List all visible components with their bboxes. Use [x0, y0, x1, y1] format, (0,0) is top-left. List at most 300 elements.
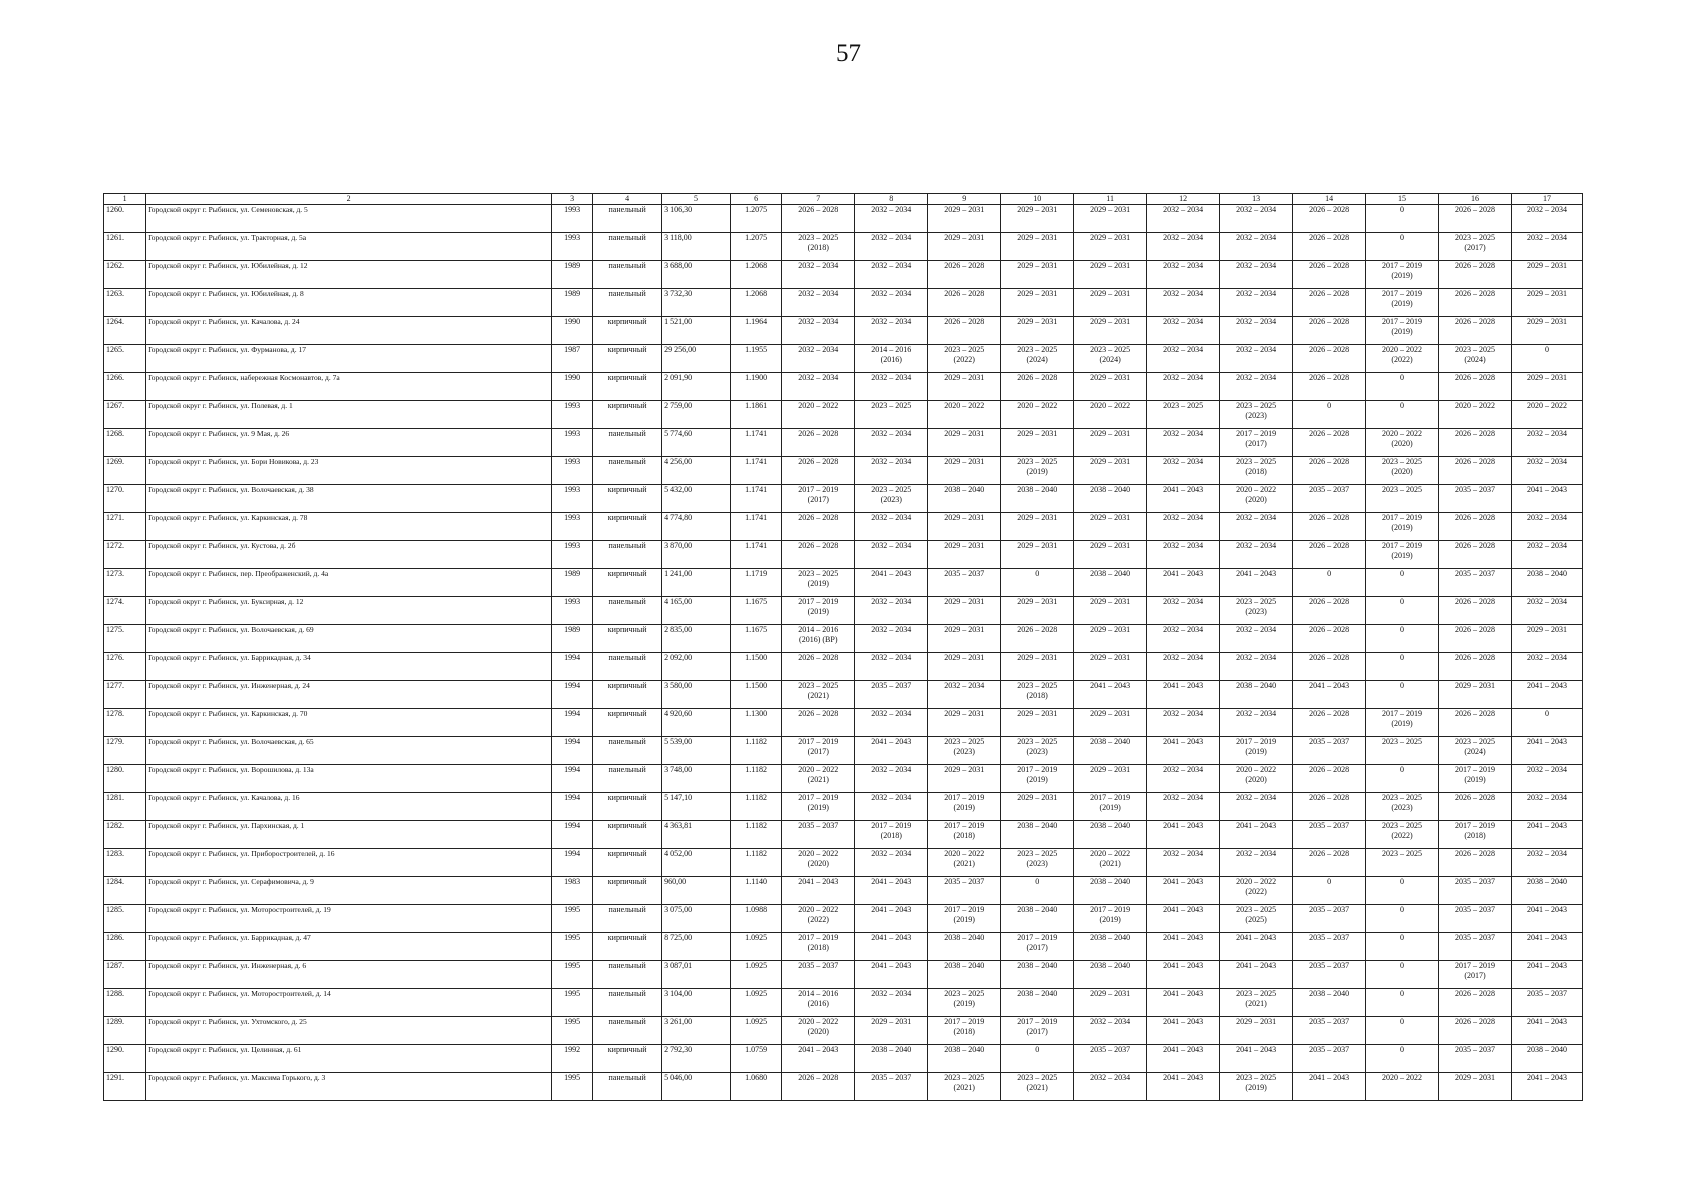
year-cell: 1995 [552, 989, 593, 1017]
row-number: 1260. [104, 205, 146, 233]
coefficient-cell: 1.0759 [730, 1045, 781, 1073]
period-cell-col-15 [1366, 877, 1439, 905]
period-cell-col-10 [1001, 737, 1074, 765]
table-row [104, 513, 1583, 541]
column-header-8: 8 [855, 194, 928, 205]
period-cell-col-9 [928, 485, 1001, 513]
period-cell-col-17 [1511, 233, 1582, 261]
period-cell-col-12 [1147, 345, 1220, 373]
area-cell: 5 432,00 [662, 485, 731, 513]
address-cell: Городской округ г. Рыбинск, ул. Приборостроителей, д. 16 [146, 849, 552, 877]
address-cell: Городской округ г. Рыбинск, ул. Тракторная, д. 5а [146, 233, 552, 261]
period-range: 2017 – 2019 [1455, 821, 1495, 830]
table-row [104, 849, 1583, 877]
period-cell-col-13 [1220, 625, 1293, 653]
period-range: 2032 – 2034 [1526, 849, 1567, 858]
period-cell-col-16 [1439, 737, 1512, 765]
period-range: 2023 – 2025 [1090, 345, 1131, 354]
address-cell: Городской округ г. Рыбинск, ул. Волочаевская, д. 65 [146, 737, 552, 765]
period-cell-col-11 [1074, 709, 1147, 737]
area-cell: 4 774,80 [662, 513, 731, 541]
period-cell-col-10 [1001, 401, 1074, 429]
period-cell-col-17 [1511, 989, 1582, 1017]
period-cell-col-15 [1366, 597, 1439, 625]
period-range: 2035 – 2037 [1309, 905, 1350, 914]
period-range: 2020 – 2022 [1090, 401, 1131, 410]
period-year-note: (2024) [1099, 355, 1121, 364]
period-range: 2032 – 2034 [871, 625, 912, 634]
period-cell-col-15 [1366, 905, 1439, 933]
area-cell: 5 774,60 [662, 429, 731, 457]
period-range: 2032 – 2034 [1526, 765, 1567, 774]
table-row [104, 429, 1583, 457]
period-cell-col-11 [1074, 681, 1147, 709]
period-range: 2026 – 2028 [1455, 597, 1495, 606]
period-range: 2023 – 2025 [1017, 457, 1058, 466]
area-cell: 29 256,00 [662, 345, 731, 373]
period-cell-col-11 [1074, 877, 1147, 905]
period-range: 2026 – 2028 [1309, 205, 1350, 214]
period-range: 2029 – 2031 [1017, 709, 1058, 718]
period-cell-col-17 [1511, 737, 1582, 765]
address-cell: Городской округ г. Рыбинск, набережная Космонавтов, д. 7а [146, 373, 552, 401]
period-cell-col-16 [1439, 989, 1512, 1017]
period-cell-col-11 [1074, 905, 1147, 933]
wall-material-cell: кирпичный [593, 933, 662, 961]
period-cell-col-15 [1366, 373, 1439, 401]
period-cell-col-12 [1147, 1073, 1220, 1101]
period-range: 0 [1400, 989, 1405, 998]
period-cell-col-8 [855, 905, 928, 933]
period-range: 2032 – 2034 [1163, 541, 1204, 550]
table-body [104, 205, 1583, 1101]
period-cell-col-14 [1293, 933, 1366, 961]
period-cell-col-17 [1511, 625, 1582, 653]
area-cell: 2 835,00 [662, 625, 731, 653]
period-cell-col-9 [928, 345, 1001, 373]
period-cell-col-16 [1439, 765, 1512, 793]
period-year-note: (2019) [953, 999, 975, 1008]
column-header-10: 10 [1001, 194, 1074, 205]
period-cell-col-11 [1074, 317, 1147, 345]
wall-material-cell: кирпичный [593, 709, 662, 737]
address-cell: Городской округ г. Рыбинск, ул. Целинная, д. 61 [146, 1045, 552, 1073]
wall-material-cell: панельный [593, 233, 662, 261]
period-cell-col-9 [928, 961, 1001, 989]
table-row [104, 485, 1583, 513]
period-cell-col-14 [1293, 513, 1366, 541]
period-range: 2026 – 2028 [1309, 541, 1350, 550]
period-range: 2032 – 2034 [944, 681, 985, 690]
period-cell-col-17 [1511, 513, 1582, 541]
period-range: 2041 – 2043 [1526, 485, 1567, 494]
period-cell-col-7 [782, 429, 855, 457]
period-cell-col-8 [855, 989, 928, 1017]
period-year-note: (2021) [953, 1083, 975, 1092]
period-range: 2023 – 2025 [1017, 681, 1058, 690]
period-range: 2035 – 2037 [1526, 989, 1567, 998]
period-range: 2032 – 2034 [1163, 597, 1204, 606]
period-range: 2026 – 2028 [944, 289, 985, 298]
period-year-note: (2019) [1391, 299, 1413, 308]
period-range: 2032 – 2034 [798, 373, 839, 382]
period-cell-col-16 [1439, 429, 1512, 457]
period-range: 2032 – 2034 [871, 793, 912, 802]
period-cell-col-15 [1366, 485, 1439, 513]
period-range: 2026 – 2028 [1309, 709, 1350, 718]
period-cell-col-17 [1511, 765, 1582, 793]
period-cell-col-7 [782, 933, 855, 961]
period-cell-col-12 [1147, 429, 1220, 457]
period-cell-col-13 [1220, 401, 1293, 429]
period-cell-col-7 [782, 1073, 855, 1101]
period-range: 2035 – 2037 [1309, 485, 1350, 494]
table-row [104, 765, 1583, 793]
area-cell: 1 241,00 [662, 569, 731, 597]
address-cell: Городской округ г. Рыбинск, ул. Кустова, д. 2б [146, 541, 552, 569]
period-cell-col-14 [1293, 1017, 1366, 1045]
period-range: 2023 – 2025 [1017, 849, 1058, 858]
period-range: 2020 – 2022 [1526, 401, 1567, 410]
period-range: 2035 – 2037 [798, 821, 839, 830]
period-cell-col-7 [782, 849, 855, 877]
period-cell-col-7 [782, 345, 855, 373]
period-range: 2032 – 2034 [1236, 205, 1277, 214]
column-header-4: 4 [593, 194, 662, 205]
period-range: 2032 – 2034 [1526, 513, 1567, 522]
period-cell-col-16 [1439, 289, 1512, 317]
period-year-note: (2018) [1464, 831, 1486, 840]
period-year-note: (2021) [807, 691, 829, 700]
period-cell-col-11 [1074, 345, 1147, 373]
period-range: 2026 – 2028 [1455, 849, 1495, 858]
period-cell-col-10 [1001, 261, 1074, 289]
coefficient-cell: 1.0988 [730, 905, 781, 933]
period-year-note: (2018) [880, 831, 902, 840]
year-cell: 1994 [552, 681, 593, 709]
period-range: 2032 – 2034 [1236, 793, 1277, 802]
period-cell-col-9 [928, 541, 1001, 569]
period-cell-col-17 [1511, 961, 1582, 989]
period-cell-col-13 [1220, 597, 1293, 625]
table-row [104, 989, 1583, 1017]
period-cell-col-9 [928, 569, 1001, 597]
period-range: 2032 – 2034 [871, 457, 912, 466]
period-cell-col-10 [1001, 877, 1074, 905]
period-cell-col-8 [855, 233, 928, 261]
period-cell-col-14 [1293, 681, 1366, 709]
period-cell-col-15 [1366, 513, 1439, 541]
period-range: 2029 – 2031 [1090, 597, 1131, 606]
period-cell-col-14 [1293, 317, 1366, 345]
period-cell-col-9 [928, 933, 1001, 961]
period-cell-col-12 [1147, 737, 1220, 765]
period-range: 2041 – 2043 [1526, 681, 1567, 690]
period-year-note: (2023) [1391, 803, 1413, 812]
row-number: 1285. [104, 905, 146, 933]
address-cell: Городской округ г. Рыбинск, ул. Моторостроителей, д. 19 [146, 905, 552, 933]
period-range: 0 [1400, 877, 1405, 886]
period-year-note: (2017) [1245, 439, 1267, 448]
period-cell-col-16 [1439, 317, 1512, 345]
period-range: 2023 – 2025 [798, 569, 839, 578]
period-range: 2035 – 2037 [1309, 1017, 1350, 1026]
wall-material-cell: панельный [593, 541, 662, 569]
period-range: 2017 – 2019 [1382, 541, 1423, 550]
period-range: 2041 – 2043 [1163, 1045, 1204, 1054]
table-header [104, 194, 1583, 205]
period-range: 2041 – 2043 [1163, 569, 1204, 578]
period-range: 2041 – 2043 [1526, 737, 1567, 746]
area-cell: 5 147,10 [662, 793, 731, 821]
period-cell-col-8 [855, 961, 928, 989]
period-year-note: (2018) [807, 243, 829, 252]
period-range: 2026 – 2028 [1455, 261, 1495, 270]
period-cell-col-12 [1147, 681, 1220, 709]
period-range: 2017 – 2019 [1455, 961, 1495, 970]
period-range: 2023 – 2025 [1236, 1073, 1277, 1082]
period-year-note: (2019) [807, 803, 829, 812]
period-range: 2020 – 2022 [1236, 765, 1277, 774]
period-cell-col-17 [1511, 261, 1582, 289]
period-range: 2041 – 2043 [798, 1045, 839, 1054]
period-cell-col-10 [1001, 1017, 1074, 1045]
period-range: 2041 – 2043 [1309, 1073, 1350, 1082]
row-number: 1278. [104, 709, 146, 737]
period-cell-col-10 [1001, 821, 1074, 849]
period-range: 2038 – 2040 [1017, 989, 1058, 998]
period-cell-col-15 [1366, 933, 1439, 961]
area-cell: 4 256,00 [662, 457, 731, 485]
year-cell: 1995 [552, 933, 593, 961]
table-row [104, 961, 1583, 989]
period-range: 2029 – 2031 [1455, 1073, 1495, 1082]
period-range: 2020 – 2022 [798, 905, 839, 914]
period-cell-col-15 [1366, 317, 1439, 345]
period-cell-col-8 [855, 681, 928, 709]
row-number: 1291. [104, 1073, 146, 1101]
period-range: 2017 – 2019 [1017, 765, 1058, 774]
period-cell-col-17 [1511, 849, 1582, 877]
period-cell-col-15 [1366, 653, 1439, 681]
period-range: 2041 – 2043 [1526, 933, 1567, 942]
period-cell-col-11 [1074, 1073, 1147, 1101]
period-cell-col-16 [1439, 401, 1512, 429]
period-range: 2029 – 2031 [1090, 709, 1131, 718]
period-range: 2041 – 2043 [1309, 681, 1350, 690]
period-range: 2038 – 2040 [1309, 989, 1350, 998]
period-range: 2029 – 2031 [1090, 625, 1131, 634]
period-year-note: (2019) [1026, 775, 1048, 784]
period-range: 2017 – 2019 [944, 821, 985, 830]
period-range: 2026 – 2028 [798, 541, 839, 550]
period-cell-col-17 [1511, 933, 1582, 961]
period-cell-col-9 [928, 625, 1001, 653]
period-cell-col-16 [1439, 933, 1512, 961]
period-cell-col-16 [1439, 233, 1512, 261]
period-cell-col-9 [928, 261, 1001, 289]
period-range: 2017 – 2019 [1382, 513, 1423, 522]
period-range: 2041 – 2043 [871, 737, 912, 746]
period-range: 2026 – 2028 [1455, 373, 1495, 382]
period-range: 2032 – 2034 [1163, 849, 1204, 858]
period-year-note: (2021) [953, 859, 975, 868]
period-range: 2029 – 2031 [1017, 205, 1058, 214]
period-range: 0 [1400, 905, 1405, 914]
period-year-note: (2019) [1099, 803, 1121, 812]
period-cell-col-12 [1147, 373, 1220, 401]
coefficient-cell: 1.0925 [730, 933, 781, 961]
wall-material-cell: кирпичный [593, 625, 662, 653]
period-range: 2026 – 2028 [1455, 513, 1495, 522]
period-range: 2020 – 2022 [1382, 429, 1423, 438]
period-cell-col-12 [1147, 653, 1220, 681]
row-number: 1261. [104, 233, 146, 261]
period-range: 2041 – 2043 [871, 961, 912, 970]
period-range: 0 [1035, 569, 1040, 578]
period-range: 2026 – 2028 [1455, 625, 1495, 634]
period-cell-col-7 [782, 485, 855, 513]
period-range: 2029 – 2031 [1236, 1017, 1277, 1026]
period-cell-col-10 [1001, 765, 1074, 793]
period-cell-col-9 [928, 205, 1001, 233]
period-range: 2032 – 2034 [1526, 597, 1567, 606]
period-range: 2029 – 2031 [1090, 205, 1131, 214]
period-year-note: (2020) [807, 859, 829, 868]
period-range: 2038 – 2040 [871, 1045, 912, 1054]
period-year-note: (2020) [807, 1027, 829, 1036]
address-cell: Городской округ г. Рыбинск, ул. Каркинская, д. 78 [146, 513, 552, 541]
period-cell-col-7 [782, 205, 855, 233]
period-year-note: (2019) [1026, 467, 1048, 476]
period-range: 2017 – 2019 [798, 793, 839, 802]
period-range: 2017 – 2019 [1017, 933, 1058, 942]
period-cell-col-8 [855, 709, 928, 737]
period-cell-col-11 [1074, 569, 1147, 597]
column-header-13: 13 [1220, 194, 1293, 205]
period-range: 2032 – 2034 [1526, 653, 1567, 662]
period-range: 2038 – 2040 [1090, 961, 1131, 970]
period-cell-col-9 [928, 821, 1001, 849]
period-range: 2032 – 2034 [871, 513, 912, 522]
period-range: 2029 – 2031 [1526, 625, 1567, 634]
period-range: 2032 – 2034 [1163, 289, 1204, 298]
period-range: 2029 – 2031 [1090, 289, 1131, 298]
period-cell-col-7 [782, 681, 855, 709]
row-number: 1272. [104, 541, 146, 569]
wall-material-cell: панельный [593, 261, 662, 289]
period-cell-col-8 [855, 737, 928, 765]
period-cell-col-13 [1220, 877, 1293, 905]
period-range: 2023 – 2025 [798, 233, 839, 242]
period-range: 2035 – 2037 [1455, 877, 1495, 886]
period-range: 2020 – 2022 [1382, 345, 1423, 354]
period-range: 2029 – 2031 [944, 709, 985, 718]
year-cell: 1994 [552, 709, 593, 737]
period-range: 2038 – 2040 [1090, 485, 1131, 494]
coefficient-cell: 1.1964 [730, 317, 781, 345]
period-cell-col-12 [1147, 317, 1220, 345]
period-range: 2023 – 2025 [1455, 345, 1495, 354]
period-range: 2032 – 2034 [1163, 345, 1204, 354]
period-year-note: (2017) [807, 747, 829, 756]
period-cell-col-7 [782, 765, 855, 793]
table-row [104, 933, 1583, 961]
period-cell-col-14 [1293, 1045, 1366, 1073]
column-header-2: 2 [146, 194, 552, 205]
period-cell-col-12 [1147, 205, 1220, 233]
table-row [104, 877, 1583, 905]
area-cell: 4 165,00 [662, 597, 731, 625]
period-year-note: (2020) [1391, 439, 1413, 448]
period-cell-col-7 [782, 457, 855, 485]
period-cell-col-16 [1439, 597, 1512, 625]
year-cell: 1990 [552, 317, 593, 345]
period-cell-col-17 [1511, 1073, 1582, 1101]
period-cell-col-12 [1147, 905, 1220, 933]
period-cell-col-16 [1439, 513, 1512, 541]
period-cell-col-17 [1511, 457, 1582, 485]
wall-material-cell: кирпичный [593, 877, 662, 905]
area-cell: 2 759,00 [662, 401, 731, 429]
row-number: 1277. [104, 681, 146, 709]
period-range: 2032 – 2034 [1163, 513, 1204, 522]
period-cell-col-17 [1511, 317, 1582, 345]
coefficient-cell: 1.2068 [730, 261, 781, 289]
period-range: 0 [1400, 401, 1405, 410]
table-row [104, 737, 1583, 765]
period-year-note: (2018) [1245, 467, 1267, 476]
period-range: 2029 – 2031 [944, 653, 985, 662]
period-range: 2017 – 2019 [798, 737, 839, 746]
period-range: 2020 – 2022 [1236, 877, 1277, 886]
period-range: 2029 – 2031 [1526, 289, 1567, 298]
period-range: 0 [1400, 961, 1405, 970]
period-year-note: (2019) [1464, 775, 1486, 784]
period-cell-col-14 [1293, 653, 1366, 681]
coefficient-cell: 1.1182 [730, 737, 781, 765]
period-range: 2032 – 2034 [1526, 429, 1567, 438]
period-cell-col-16 [1439, 905, 1512, 933]
period-cell-col-7 [782, 709, 855, 737]
period-range: 2041 – 2043 [1526, 905, 1567, 914]
table-row [104, 1073, 1583, 1101]
period-year-note: (2021) [807, 775, 829, 784]
address-cell: Городской округ г. Рыбинск, ул. Волочаевская, д. 38 [146, 485, 552, 513]
period-range: 2029 – 2031 [944, 233, 985, 242]
row-number: 1273. [104, 569, 146, 597]
period-range: 2014 – 2016 [798, 625, 839, 634]
period-cell-col-9 [928, 457, 1001, 485]
wall-material-cell: панельный [593, 765, 662, 793]
period-range: 2029 – 2031 [1090, 317, 1131, 326]
row-number: 1289. [104, 1017, 146, 1045]
period-range: 0 [1327, 569, 1332, 578]
period-range: 2035 – 2037 [798, 961, 839, 970]
year-cell: 1995 [552, 1017, 593, 1045]
period-range: 2026 – 2028 [1455, 1017, 1495, 1026]
period-year-note: (2019) [1391, 551, 1413, 560]
period-range: 2035 – 2037 [871, 681, 912, 690]
period-range: 2017 – 2019 [1236, 429, 1277, 438]
period-range: 2017 – 2019 [798, 933, 839, 942]
period-range: 2029 – 2031 [1455, 681, 1495, 690]
table-row [104, 401, 1583, 429]
period-year-note: (2019) [807, 579, 829, 588]
period-cell-col-8 [855, 653, 928, 681]
period-range: 2041 – 2043 [1236, 821, 1277, 830]
area-cell: 4 363,81 [662, 821, 731, 849]
